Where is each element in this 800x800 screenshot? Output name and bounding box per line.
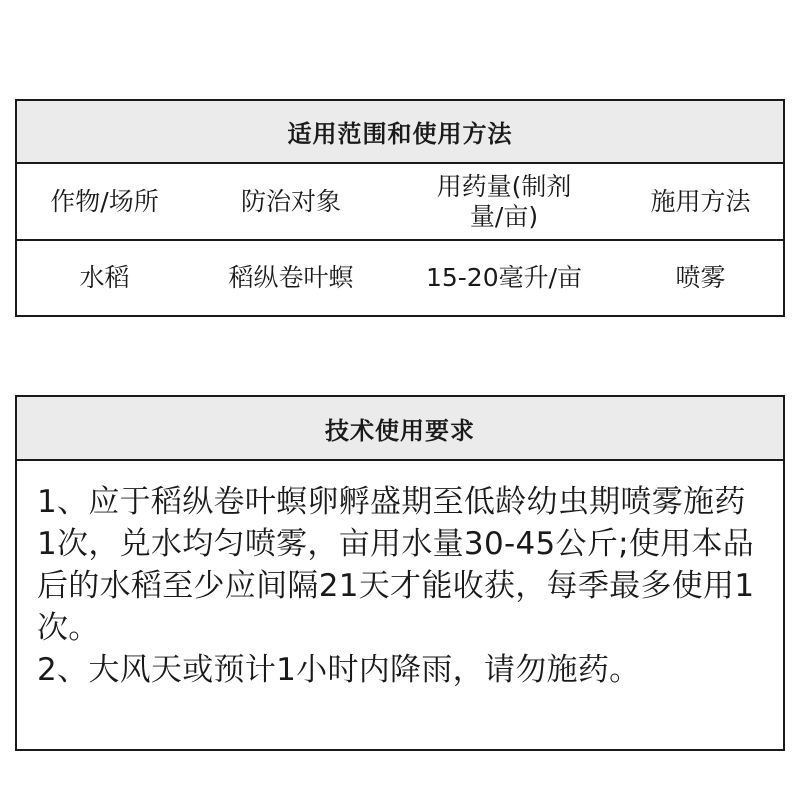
cell-method: 喷雾 — [675, 263, 726, 292]
tech-requirements-section — [15, 395, 785, 751]
tech-requirements-body — [17, 461, 783, 691]
column-header-method: 施用方法 — [618, 164, 783, 240]
column-header-dosage-label: 用药量(制剂量/亩) — [436, 171, 572, 231]
tech-requirements-title: 技术使用要求 — [17, 397, 783, 461]
table-header-row — [17, 164, 783, 240]
requirement-item: 1、应于稻纵卷叶螟卵孵盛期至低龄幼虫期喷雾施药1次，兑水均匀喷雾，亩用水量30-45公斤;使用本品后的水稻至少应间隔21天才能收获，每季最多使用1次。 — [37, 484, 755, 646]
requirement-item: 2、大风天或预计1小时内降雨，请勿施药。 — [37, 652, 641, 688]
usage-table — [17, 164, 783, 315]
column-header-dosage — [390, 164, 618, 240]
cell-dosage: 15-20毫升/亩 — [425, 263, 583, 292]
column-header-crop: 作物/场所 — [17, 164, 192, 240]
usage-section-title: 适用范围和使用方法 — [17, 101, 783, 164]
cell-crop: 水稻 — [79, 263, 130, 292]
usage-section — [15, 99, 785, 317]
column-header-target: 防治对象 — [192, 164, 390, 240]
cell-target: 稻纵卷叶螟 — [228, 263, 354, 292]
table-row — [17, 240, 783, 315]
